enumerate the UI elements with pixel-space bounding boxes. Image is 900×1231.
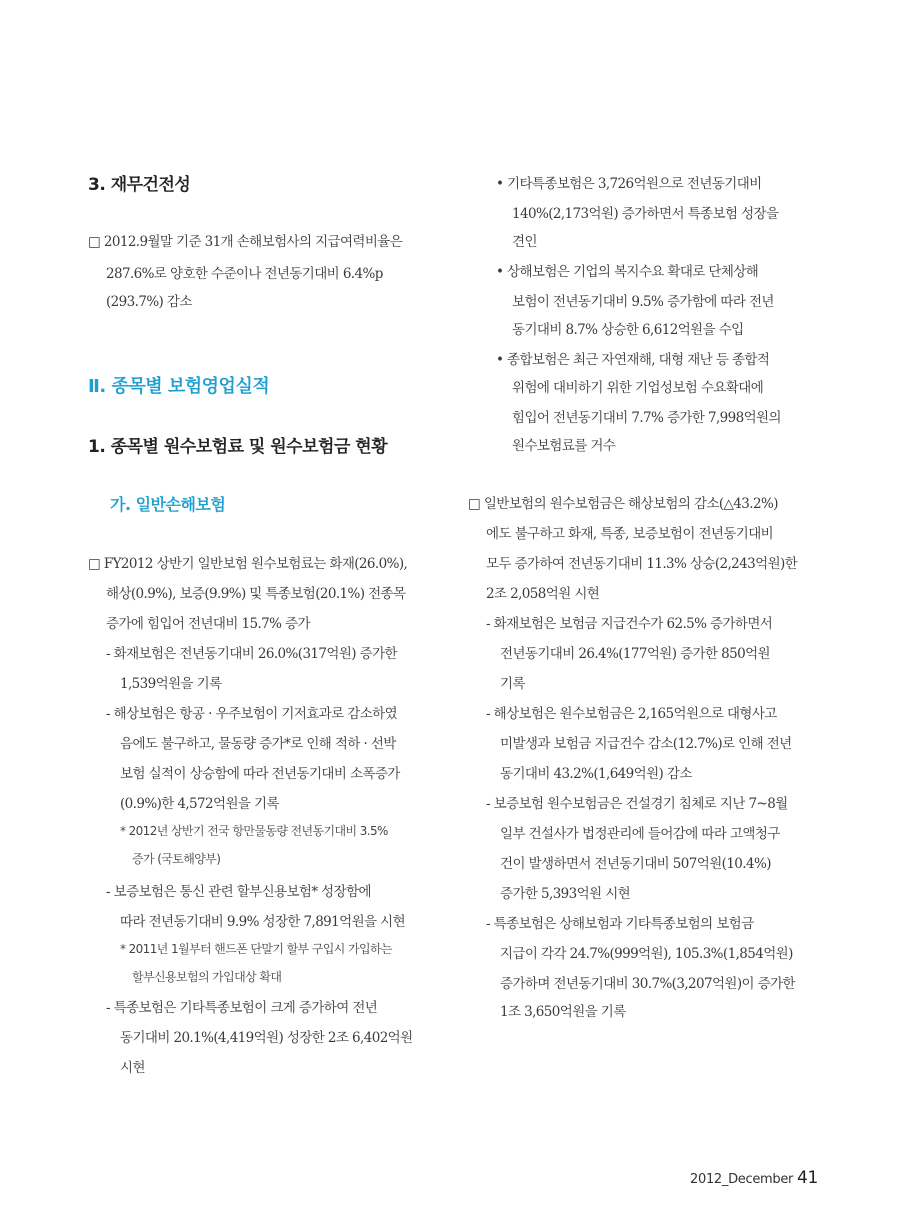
- right-b-line-9: 미발생과 보험금 지급건수 감소(12.7%)로 인해 전년: [500, 736, 792, 752]
- p2-line-6: - 해상보험은 항공 · 우주보험이 기저효과로 감소하였: [106, 706, 398, 722]
- right-a-line-7: • 종합보험은 최근 자연재해, 대형 재난 등 종합적: [496, 352, 770, 368]
- p1-line-1: □ 2012.9월말 기준 31개 손해보험사의 지급여력비율은: [88, 234, 403, 250]
- subsection-ga-title: 가. 일반손해보험: [110, 495, 226, 514]
- right-a-line-9: 힘입어 전년동기대비 7.7% 증가한 7,998억원의: [512, 410, 781, 426]
- p3-line-2: 따라 전년동기대비 9.9% 성장한 7,891억원을 시현: [120, 914, 406, 930]
- footnote-2-line-2: 할부신용보험의 가입대상 확대: [132, 970, 282, 984]
- p1-line-3: (293.7%) 감소: [106, 294, 192, 310]
- right-b-line-14: 증가한 5,393억원 시현: [500, 886, 631, 902]
- right-b-line-3: 모두 증가하여 전년동기대비 11.3% 상승(2,243억원)한: [486, 556, 798, 572]
- right-b-line-13: 건이 발생하면서 전년동기대비 507억원(10.4%): [500, 856, 771, 872]
- section-3-title: 3. 재무건전성: [88, 175, 191, 195]
- right-a-line-8: 위험에 대비하기 위한 기업성보험 수요확대에: [512, 380, 764, 396]
- right-b-line-5: - 화재보험은 보험금 지급건수가 62.5% 증가하면서: [486, 616, 773, 632]
- right-b-line-11: - 보증보험 원수보험금은 건설경기 침체로 지난 7~8월: [486, 796, 788, 812]
- right-b-line-12: 일부 건설사가 법정관리에 들어감에 따라 고액청구: [500, 826, 780, 842]
- page-number: 41: [796, 1168, 818, 1188]
- right-a-line-6: 동기대비 8.7% 상승한 6,612억원을 수입: [512, 322, 744, 338]
- right-b-line-15: - 특종보험은 상해보험과 기타특종보험의 보험금: [486, 916, 754, 932]
- right-b-line-2: 에도 불구하고 화재, 특종, 보증보험이 전년동기대비: [486, 526, 774, 542]
- p2-line-5: 1,539억원을 기록: [120, 676, 222, 692]
- section-1-title: 1. 종목별 원수보험료 및 원수보험금 현황: [88, 437, 388, 457]
- right-a-line-10: 원수보험료를 거수: [512, 438, 616, 454]
- right-b-line-6: 전년동기대비 26.4%(177억원) 증가한 850억원: [500, 646, 770, 662]
- p2-line-9: (0.9%)한 4,572억원을 기록: [120, 796, 279, 812]
- part-2-title: Ⅱ. 종목별 보험영업실적: [88, 376, 270, 397]
- right-b-line-17: 증가하며 전년동기대비 30.7%(3,207억원)이 증가한: [500, 976, 795, 992]
- right-a-line-4: • 상해보험은 기업의 복지수요 확대로 단체상해: [496, 264, 759, 280]
- p3-line-1: - 보증보험은 통신 관련 할부신용보험* 성장함에: [106, 884, 371, 900]
- p1-line-2: 287.6%로 양호한 수준이나 전년동기대비 6.4%p: [106, 266, 383, 282]
- p2-line-4: - 화재보험은 전년동기대비 26.0%(317억원) 증가한: [106, 646, 397, 662]
- right-b-line-16: 지급이 각각 24.7%(999억원), 105.3%(1,854억원): [500, 946, 793, 962]
- right-b-line-7: 기록: [500, 676, 525, 692]
- page-footer: [690, 1168, 818, 1188]
- footnote-1-line-2: 증가 (국토해양부): [132, 852, 221, 866]
- right-a-line-2: 140%(2,173억원) 증가하면서 특종보험 성장을: [512, 206, 779, 222]
- p2-line-2: 해상(0.9%), 보증(9.9%) 및 특종보험(20.1%) 전종목: [106, 586, 406, 602]
- right-a-line-3: 견인: [512, 234, 537, 250]
- p2-line-7: 음에도 불구하고, 물동량 증가*로 인해 적하 · 선박: [120, 736, 396, 752]
- right-a-line-5: 보험이 전년동기대비 9.5% 증가함에 따라 전년: [512, 294, 774, 310]
- right-b-line-1: □ 일반보험의 원수보험금은 해상보험의 감소(△43.2%): [468, 496, 778, 512]
- right-a-line-1: • 기타특종보험은 3,726억원으로 전년동기대비: [496, 176, 762, 192]
- footnote-1-line-1: * 2012년 상반기 전국 항만물동량 전년동기대비 3.5%: [120, 824, 388, 838]
- p4-line-2: 동기대비 20.1%(4,419억원) 성장한 2조 6,402억원: [120, 1030, 413, 1046]
- p2-line-1: □ FY2012 상반기 일반보험 원수보험료는 화재(26.0%),: [88, 556, 408, 572]
- p4-line-1: - 특종보험은 기타특종보험이 크게 증가하여 전년: [106, 1000, 378, 1016]
- p2-line-3: 증가에 힘입어 전년대비 15.7% 증가: [106, 616, 310, 632]
- p2-line-8: 보험 실적이 상승함에 따라 전년동기대비 소폭증가: [120, 766, 400, 782]
- right-b-line-18: 1조 3,650억원을 기록: [500, 1004, 626, 1020]
- right-b-line-8: - 해상보험은 원수보험금은 2,165억원으로 대형사고: [486, 706, 777, 722]
- footnote-2-line-1: * 2011년 1월부터 핸드폰 단말기 할부 구입시 가입하는: [120, 942, 392, 956]
- right-b-line-10: 동기대비 43.2%(1,649억원) 감소: [500, 766, 692, 782]
- right-b-line-4: 2조 2,058억원 시현: [486, 586, 600, 602]
- footer-label: 2012_December: [690, 1172, 794, 1187]
- p4-line-3: 시현: [120, 1060, 145, 1076]
